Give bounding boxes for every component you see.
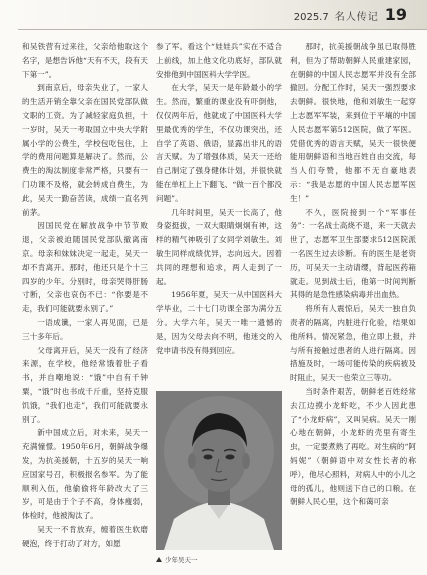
caption-triangle-icon bbox=[156, 557, 162, 562]
portrait-photo bbox=[156, 391, 282, 550]
boy-portrait-illustration bbox=[156, 391, 282, 550]
portrait-figure bbox=[156, 391, 282, 569]
paragraph: 新中国成立后，对未来，吴天一充满憧憬。1950年6月，朝鲜战争爆发，为抗美援朝，十五岁的吴天一响应国家号召，积极报名参军。为了能顺利入伍，他偷偷将年龄改大了三岁，可是由于个子不高，身体瘦弱，体检时，他被淘汰了。 bbox=[22, 428, 148, 521]
header-rule bbox=[18, 29, 427, 30]
text-column-3 bbox=[290, 40, 416, 509]
photo-caption bbox=[156, 555, 282, 564]
paragraph: 当时条件艰苦，朝鲜老百姓经常去江边摸小龙虾吃，不少人因此患了“小龙虾病”，又叫吴病。吴天一刚心地在朝鲜，小龙虾的壳里有寄生虫，一定要煮熟了再吃。对生病的“阿妈妮”（朝鲜语中对女性长者的称呼），他尽心照料，对病人中的小儿之母的孤儿，他则送下自己的口粮。在朝鲜人民心里，这个和蔼可亲 bbox=[290, 386, 416, 507]
paragraph: 1956年夏，吴天一从中国医科大学毕业，二十七门功课全部为满分五分。大学六年，吴天一唯一遗憾的是，因为父母去向不明，他迷交的入党申请书没有得到回应。 bbox=[156, 290, 282, 355]
caption-text: 少年吴天一 bbox=[165, 556, 198, 564]
paragraph: 吴天一不肯放弃，缠着医生软磨硬泡，终于打动了对方，如愿 bbox=[22, 524, 148, 548]
paragraph: 那时，抗美援朝战争虽已取得胜利，但为了帮助朝鲜人民重建家园，在朝鲜的中国人民志愿军并没有全部撤回。分配工作时，吴天一强烈要求去朝鲜。很快地，他和刘敏生一起穿上志愿军军装，来到位于平壤的中国人民志愿军第512医院，做了军医。凭借优秀的语言天赋，吴天一很快便能用朝鲜语和当地百姓自由交流，每当人们夸赞，他都不无自豪地表示：“我是志愿的中国人民志愿军医生！” bbox=[290, 42, 416, 203]
paragraph: 一语成谶，一家人再见面，已是三十多年后。 bbox=[22, 317, 148, 341]
paragraph: 几年时间里，吴天一长高了，他身姿挺拔，一双大眼睛炯炯有神，这样的精气神吸引了女同学刘敏生。刘敏生同样成绩优异，志向远大。因着共同的理想和追求，两人走到了一起。 bbox=[156, 207, 282, 286]
paragraph: 参了军。看这个“娃娃兵”实在不适合上前线，加上他文化功底好，部队就安排他到中国医科大学学医。 bbox=[156, 42, 282, 79]
paragraph: 父母离开后，吴天一没有了经济来源，在学校，他经常饿着肚子看书，并自嘲地说：“饿”中自有千钟粟，“饿”时也书成千斤重，坚持克服饥饿，“我们也走”，我们可能就要永别了。 bbox=[22, 345, 148, 424]
paragraph: 不久，医院接到一个“军事任务”：一名战士高烧不退，来一天就去世了，志愿军卫生部要求512医院派一名医生过去诊断。有的医生是老资历，可吴天一主动请缨，背起医药箱就走。见到战士后，他第一时间判断其得的是急性感染病毒并出血热。 bbox=[290, 207, 416, 300]
text-column-1 bbox=[22, 40, 148, 550]
page-header bbox=[0, 0, 427, 30]
text-column-2 bbox=[156, 40, 282, 357]
paragraph: 因国民党在解放战争中节节败退，父亲被迫随国民党部队撤离南京。母亲和妹妹决定一起走，吴天一却不肯离开。那时，他还只是个十三四岁的少年。分别时，母亲哭得肝肠寸断，父亲也哀伤不已：“你要是不走，我们可能就要永别了。” bbox=[22, 221, 148, 314]
header-info bbox=[293, 5, 407, 24]
page-number: 19 bbox=[384, 5, 407, 24]
paragraph: 将所有人震惊后，吴天一独自负责者的隔离，内脏进行化验，结果如他所料。情况紧急，他立即上报，并与所有接触过患者的人进行隔离。因措施及时，一场可能传染的疾病被及时阻止，吴天一也荣立三等功。 bbox=[290, 304, 416, 383]
paragraph: 在大学，吴天一是年龄最小的学生。然而，繁重的课业没有吓倒他，仅仅两年后，他就成了中国医科大学里最优秀的学生，不仅功课突出，还自学了英语、俄语，显露出非凡的语言天赋。为了增强体质，吴天一还给自己制定了强身健体计划，并很快就能在单杠上上下翻飞、“做一百个都没问题”。 bbox=[156, 83, 282, 203]
issue-date: 2025.7 bbox=[293, 12, 329, 23]
magazine-title: 名人传记 bbox=[334, 12, 379, 23]
paragraph: 和吴铁营有过来往，父亲给他取这个名字，是想告诉他“天有不天，段有天下第一”。 bbox=[22, 42, 148, 79]
paragraph: 到南京后，母亲失业了，一家人的生活开销全靠父亲在国民党部队做文职的工资。为了减轻家庭负担，十一岁时，吴天一考取国立中央大学附属小学的公费生，学校包吃包住，上学的费用问题算是解决了。然而，公费生的淘汰制度非常严格，只要有一门功课不及格，就会转成自费生，为此，吴天一勤奋苦读，成绩一直名列前茅。 bbox=[22, 83, 148, 217]
